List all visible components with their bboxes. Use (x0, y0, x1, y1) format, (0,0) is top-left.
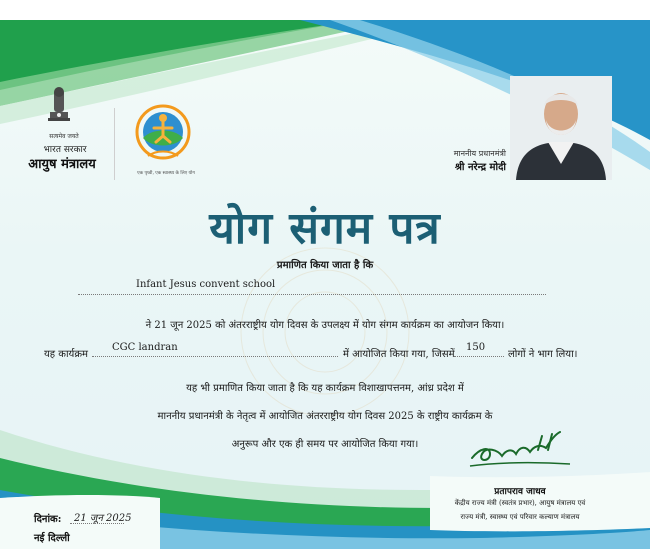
certificate-title: योग संगम पत्र (209, 203, 441, 254)
participant-count: 150 (466, 342, 486, 353)
ashoka-emblem-icon (44, 86, 74, 128)
event-statement: ने 21 जून 2025 को अंतरराष्ट्रीय योग दिवस के उपलक्ष्य में योग संगम कार्यक्रम का आयोजन किया। (145, 320, 505, 331)
signatory-role-line-1: केंद्रीय राज्य मंत्री (स्वतंत्र प्रभार), आयुष मंत्रालय एवं (454, 499, 586, 507)
yoga-tagline: एक पृथ्वी, एक स्वास्थ्य के लिए योग (137, 171, 195, 176)
program-label: यह कार्यक्रम (44, 349, 89, 360)
signature-icon (468, 424, 572, 472)
emblem-caption: सत्यमेव जयते (49, 133, 79, 140)
government-of-india: भारत सरकार (43, 145, 87, 155)
participated-label: लोगों ने भाग लिया। (508, 349, 578, 360)
date-dotted-line (70, 523, 124, 524)
city-name: नई दिल्ली (34, 533, 70, 544)
date-label: दिनांक: (34, 514, 62, 525)
count-dotted-line (454, 356, 504, 357)
yoga-day-logo-icon (134, 104, 192, 168)
school-name: Infant Jesus convent school (136, 279, 276, 290)
organized-label: में आयोजित किया गया, जिसमें (343, 349, 455, 360)
pm-portrait-icon (510, 76, 612, 180)
signatory-name: प्रतापराव जाधव (494, 487, 546, 497)
ministry-name: आयुष मंत्रालय (28, 157, 96, 172)
venue-dotted-line (92, 356, 338, 357)
school-dotted-line (78, 294, 546, 295)
certification-paragraph-line-1: यह भी प्रमाणित किया जाता है कि यह कार्यक्रम विशाखापत्तनम, आंध्र प्रदेश में (186, 383, 464, 394)
pm-title: माननीय प्रधानमंत्री (453, 149, 506, 158)
certified-text: प्रमाणित किया जाता है कि (276, 260, 374, 271)
certification-paragraph-line-3: अनुरूप और एक ही समय पर आयोजित किया गया। (231, 439, 419, 450)
signatory-role-line-2: राज्य मंत्री, स्वास्थ्य एवं परिवार कल्याण मंत्रालय (460, 513, 580, 521)
certification-paragraph-line-2: माननीय प्रधानमंत्री के नेतृत्व में आयोजित अंतरराष्ट्रीय योग दिवस 2025 के राष्ट्रीय कार्यक्रम के (157, 411, 493, 422)
pm-name: श्री नरेन्द्र मोदी (454, 162, 506, 173)
certificate (0, 20, 650, 549)
venue-name: CGC landran (112, 342, 178, 353)
date-value: 21 जून 2025 (74, 513, 132, 524)
header-divider (114, 108, 115, 180)
